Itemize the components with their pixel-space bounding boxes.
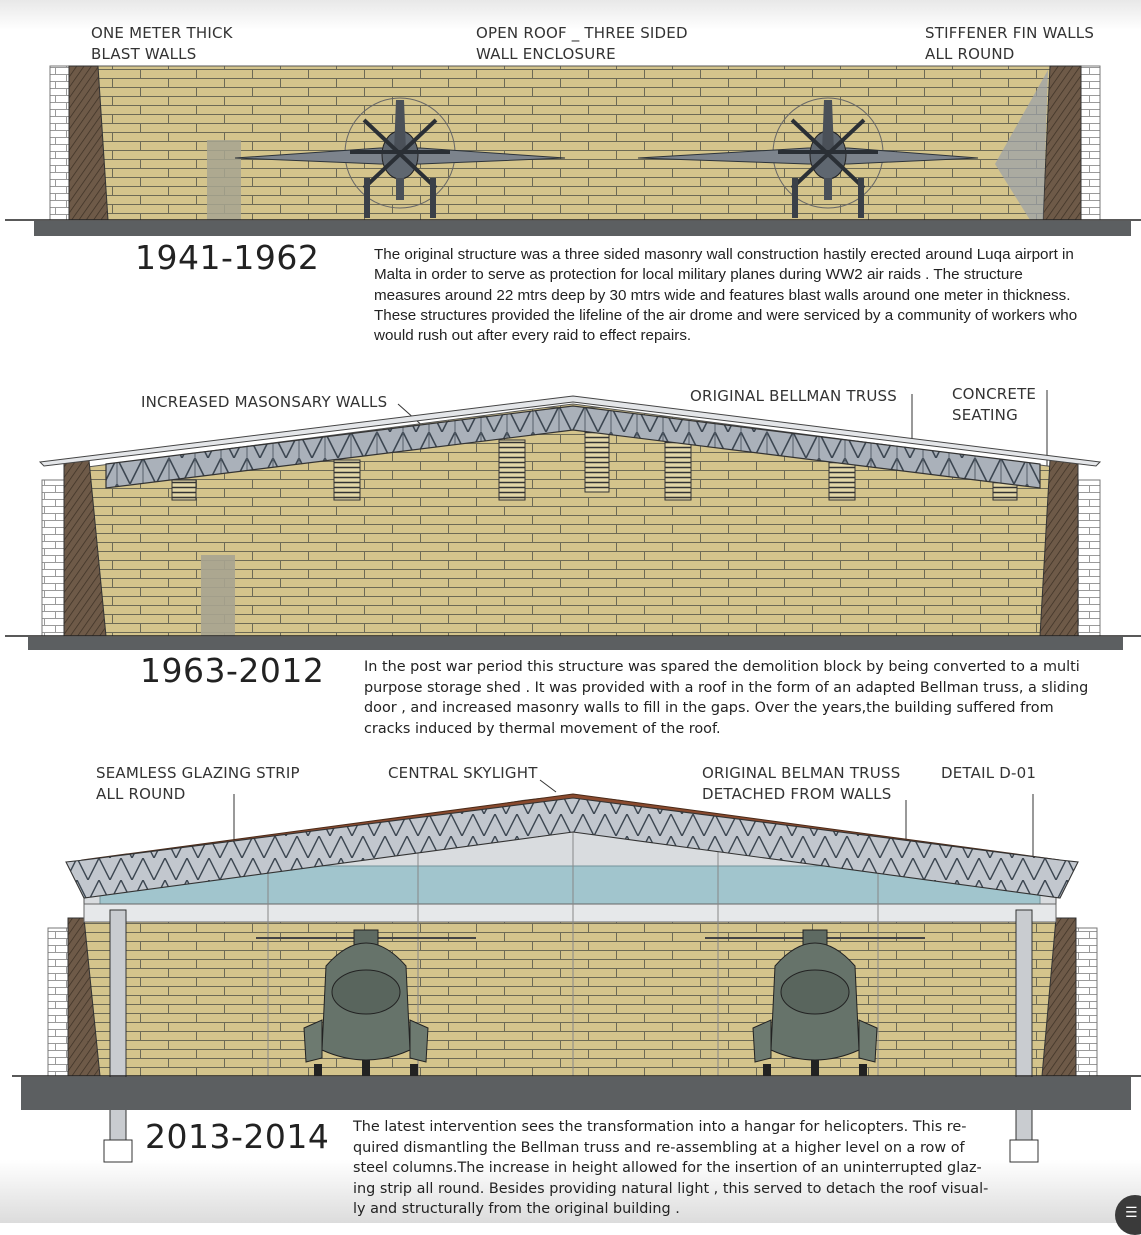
era-2013-2014: 2013-2014 [145,1117,330,1156]
label-stiffener-fin-walls: STIFFENER FIN WALLS ALL ROUND [925,24,1095,63]
label-bellman-truss: ORIGINAL BELLMAN TRUSS [690,387,897,405]
label-central-skylight: CENTRAL SKYLIGHT [388,764,538,782]
description-2013-2014: The latest intervention sees the transformation into a hangar for helicopters. This re- quired dismantling the Bellman truss and re-assembling at a higher level on a row of steel columns.The increase in height allowed for the insertion of an uninterrupted glaz- ing strip all round. Besides providing natural light , this served to detach the roof visual- ly and structurally from the original building . [353,1119,989,1217]
section-drawing-1963 [0,380,1141,650]
ground-slab [21,1077,1131,1110]
label-blast-walls: ONE METER THICK BLAST WALLS [91,24,233,63]
label-increased-masonry: INCREASED MASONSARY WALLS [141,393,388,411]
right-blast-wall [1043,66,1081,220]
right-fin-wall [1078,480,1100,636]
right-fin-wall [1075,928,1097,1076]
label-concrete-seating: CONCRETE SEATING [952,385,1037,424]
menu-icon[interactable]: ☰ [1115,1195,1141,1235]
label-belman-truss-detached: ORIGINAL BELMAN TRUSS DETACHED FROM WALLS [702,764,901,803]
left-fin-wall [48,928,70,1076]
label-open-roof: OPEN ROOF _ THREE SIDED WALL ENCLOSURE [476,24,688,63]
masonry-wall [84,922,1056,1076]
ring-beam [84,904,1056,922]
section-drawing-2013 [0,770,1141,1165]
left-fin-wall [50,66,69,220]
description-1963-2012: In the post war period this structure was spared the demolition block by being converted to a multi purpose storage shed . It was provided with a roof in the form of an adapted Bellman truss, a sliding door , and increased masonry walls to fill in the gaps. Over the years,the building suffered from cracks induced by thermal movement of the roof. [364,659,1089,737]
label-glazing-strip: SEAMLESS GLAZING STRIP ALL ROUND [96,764,300,803]
label-detail-d01: DETAIL D-01 [941,764,1037,782]
door-opening [207,140,241,220]
section-drawing-1941 [0,60,1141,240]
description-1941-1962: The original structure was a three sided masonry wall construction hastily erected around Luqa airport in Malta in order to serve as protection for local military planes during WW2 air raids . The structure measures around 22 mtrs deep by 30 mtrs wide and features blast walls around one meter in thickness. These structures provided the lifeline of the air drome and were serviced by a community of workers who would rush out after every raid to effect repairs. [374,246,1078,345]
era-1941-1962: 1941-1962 [135,238,320,277]
ground-slab [34,221,1131,236]
left-fin-wall [42,480,64,636]
era-1963-2012: 1963-2012 [140,651,325,690]
sliding-door [201,555,235,636]
ground-slab [28,637,1123,650]
right-fin-wall [1081,66,1100,220]
